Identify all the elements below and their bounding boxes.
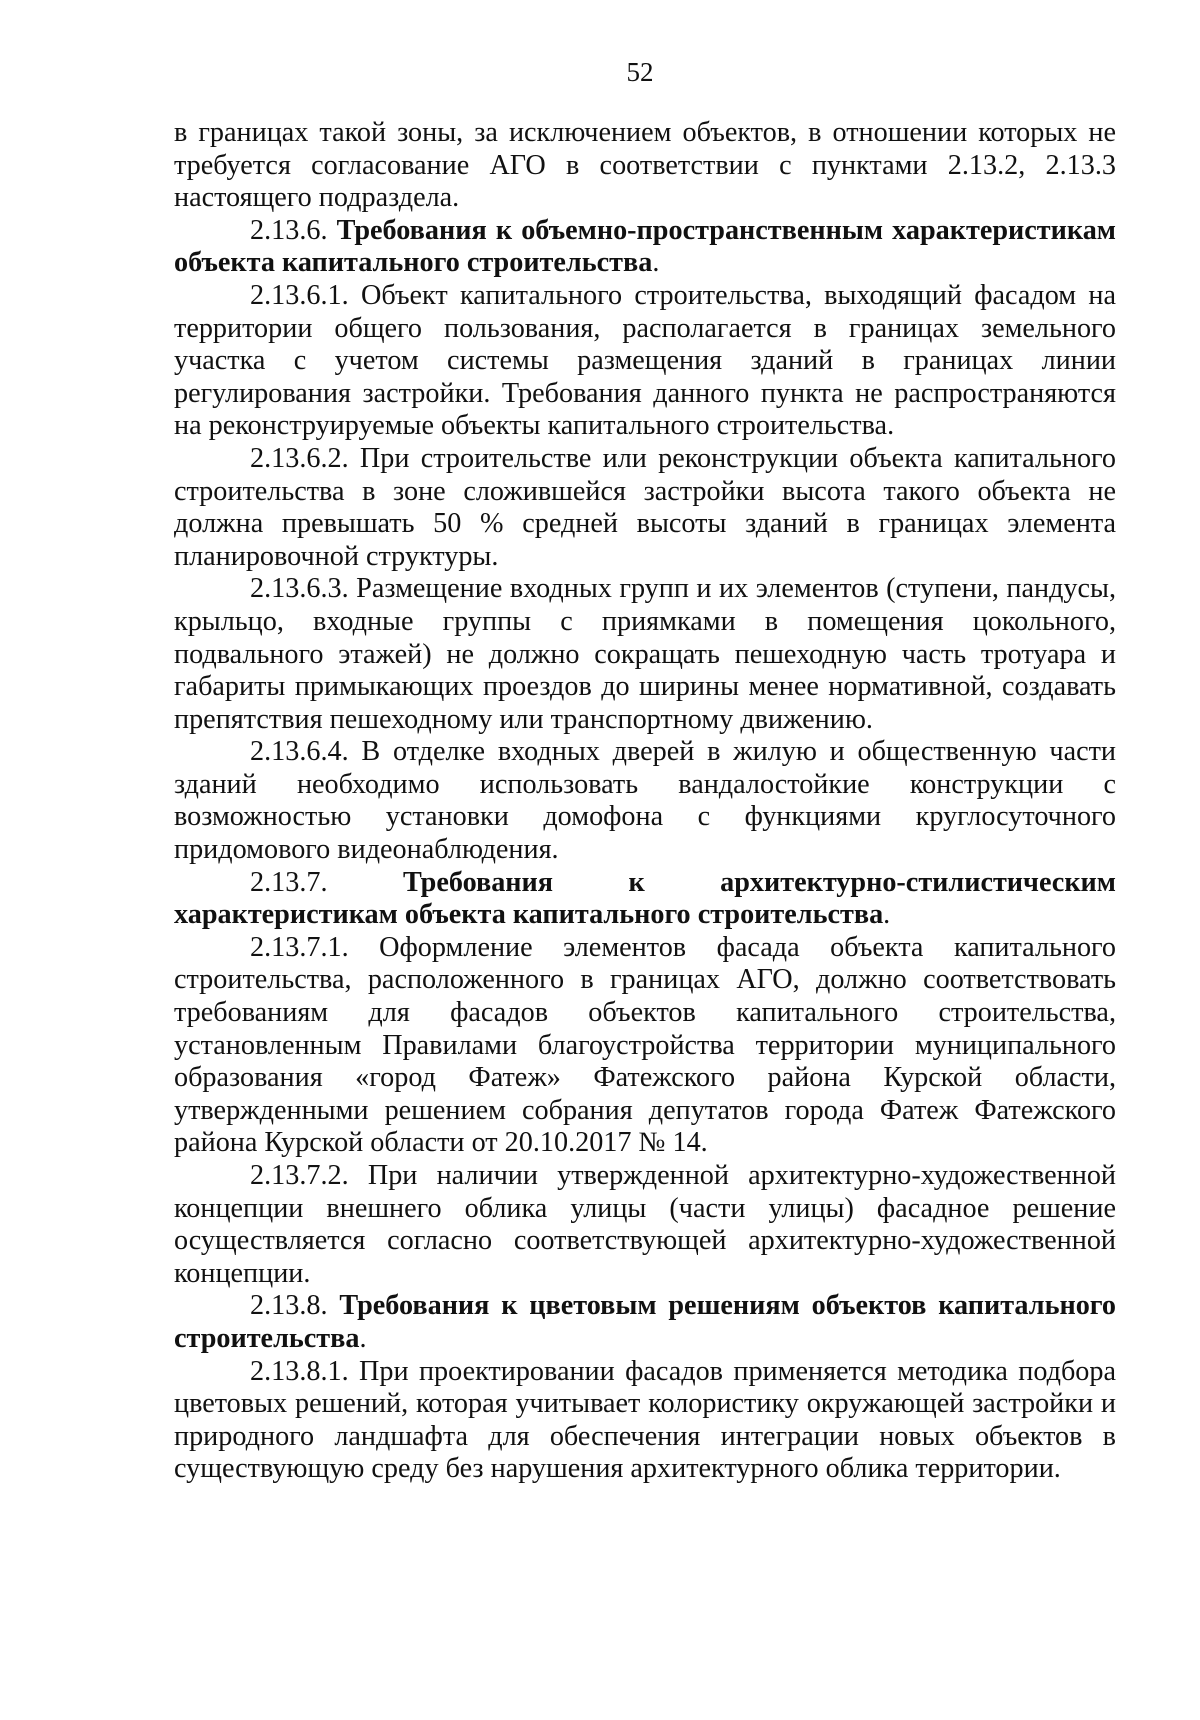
clause-2-13-6-4 [174,736,1116,866]
clause-2-13-6-1 [174,280,1116,443]
section-heading-tail: . [359,1322,367,1354]
clause-text: При наличии утвержденной архитектурно-художественной концепции внешнего облика улицы (части улицы) фасадное решение осуществляется согласно соответствующей архитектурно-художественной концепции. [174,1160,1116,1289]
clause-2-13-7-1 [174,932,1116,1160]
section-number: 2.13.6. [250,214,328,246]
section-heading-text: Требования к архитектурно-стилистическим характеристикам объекта капитального строительства [174,866,1116,931]
section-number: 2.13.7. [250,866,328,898]
clause-number: 2.13.6.1. [250,279,349,311]
section-heading-text: Требования к объемно-пространственным характеристикам объекта капитального строительства [174,214,1116,279]
section-heading-2-13-7 [174,867,1116,932]
clause-2-13-6-3 [174,573,1116,736]
paragraph-continuation [174,117,1116,215]
section-heading-2-13-6 [174,215,1116,280]
clause-number: 2.13.7.1. [250,931,349,963]
clause-number: 2.13.6.3. [250,573,349,605]
clause-text: При проектировании фасадов применяется методика подбора цветовых решений, которая учитывает колористику окружающей застройки и природного ландшафта для обеспечения интеграции новых объектов в существующую среду без нарушения архитектурного облика территории. [174,1355,1116,1485]
document-body [174,117,1116,1486]
clause-number: 2.13.7.2. [250,1160,349,1191]
clause-2-13-7-2 [174,1160,1116,1290]
section-number: 2.13.8. [250,1290,328,1322]
clause-text: Размещение входных групп и их элементов (ступени, пандусы, крыльцо, входные группы с приямками в помещения цокольного, подвального этажей) не должно сокращать пешеходную часть тротуара и габариты примыкающих проездов до ширины менее нормативной, создавать препятствия пешеходному или транспортному движению. [174,573,1116,735]
clause-text: Оформление элементов фасада объекта капитального строительства, расположенного в границах АГО, должно соответствовать требованиям для фасадов объектов капитального строительства, установленным Правилами благоустройства территории муниципального образования «город Фатеж» Фатежского района Курской области, утвержденными решением собрания депутатов города Фатеж Фатежского района Курской области от 20.10.2017 № 14. [174,931,1116,1159]
clause-text: Объект капитального строительства, выходящий фасадом на территории общего пользования, располагается в границах земельного участка с учетом системы размещения зданий в границах линии регулирования застройки. Требования данного пункта не распространяются на реконструируемые объекты капитального строительства. [174,279,1117,442]
clause-text: В отделке входных дверей в жилую и общественную части зданий необходимо использовать вандалостойкие конструкции с возможностью установки домофона с функциями круглосуточного придомового видеонаблюдения. [174,736,1117,866]
clause-number: 2.13.6.2. [250,442,349,474]
page-number: 52 [626,57,654,87]
clause-number: 2.13.6.4. [250,736,349,768]
paragraph-text: в границах такой зоны, за исключением объектов, в отношении которых не требуется согласование АГО в соответствии с пунктами 2.13.2, 2.13.3 настоящего подраздела. [174,117,1116,214]
section-heading-tail: . [883,899,891,931]
clause-number: 2.13.8.1. [250,1355,349,1387]
clause-2-13-8-1 [174,1356,1116,1486]
section-heading-tail: . [652,247,660,279]
section-heading-text: Требования к цветовым решениям объектов капитального строительства [174,1290,1116,1354]
section-heading-2-13-8 [174,1290,1116,1355]
clause-text: При строительстве или реконструкции объекта капитального строительства в зоне сложившейся застройки высота такого объекта не должна превышать 50 % средней высоты зданий в границах элемента планировочной структуры. [174,442,1116,572]
clause-2-13-6-2 [174,443,1116,573]
